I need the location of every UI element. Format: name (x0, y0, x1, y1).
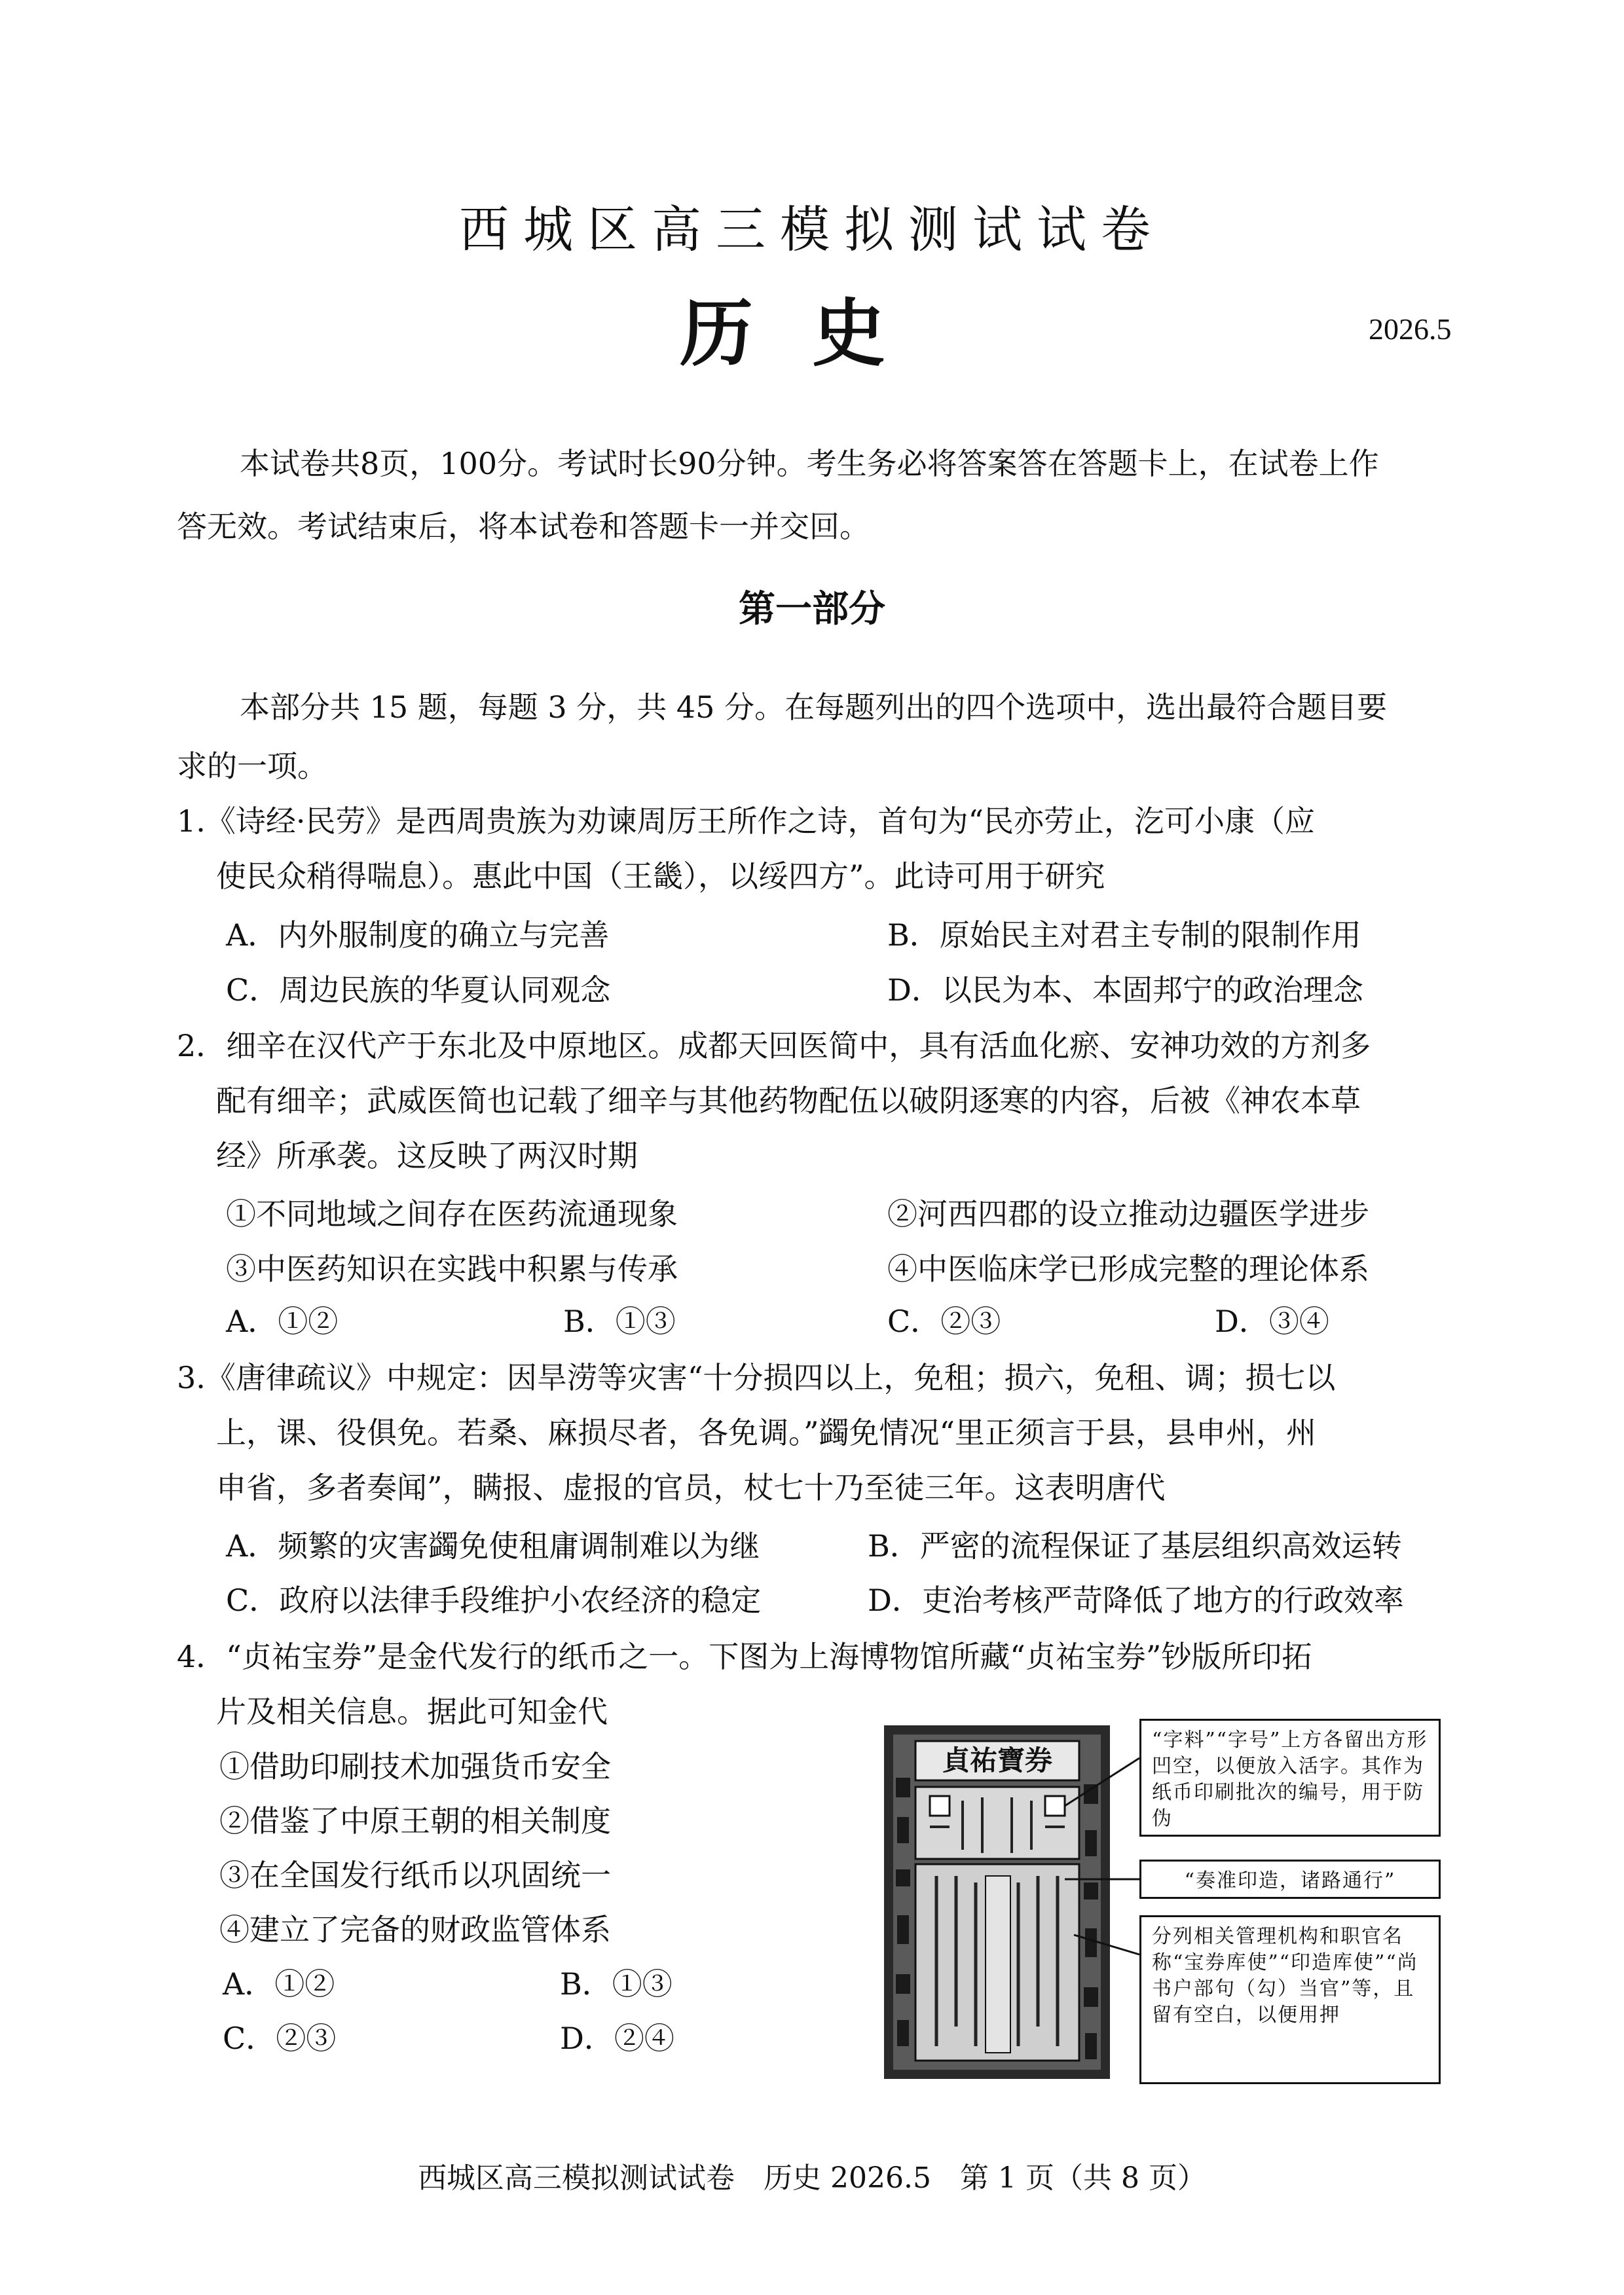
question-4-statement-4: ④建立了完备的财政监管体系 (219, 1912, 611, 1947)
blank-slot-left (930, 1796, 950, 1816)
question-2-option-c[interactable]: C．②③ (887, 1304, 1001, 1339)
question-2-stem-line-1: 2．细辛在汉代产于东北及中原地区。成都天回医简中，具有活血化瘀、安神功效的方剂多 (177, 1028, 1371, 1063)
question-1-option-c[interactable]: C．周边民族的华夏认同观念 (226, 972, 611, 1008)
question-4-option-b[interactable]: B．①③ (560, 1966, 673, 2002)
question-4-stem-line-1: 4．“贞祐宝券”是金代发行的纸币之一。下图为上海博物馆所藏“贞祐宝券”钞版所印拓 (177, 1639, 1312, 1674)
intro-line-1: 本试卷共8页，100分。考试时长90分钟。考生务必将答案答在答题卡上，在试卷上作 (240, 446, 1379, 481)
question-3-option-a[interactable]: A．频繁的灾害蠲免使租庸调制难以为继 (226, 1528, 760, 1564)
question-2-statement-4: ④中医临床学已形成完整的理论体系 (887, 1251, 1369, 1287)
question-2-option-d[interactable]: D．③④ (1215, 1304, 1329, 1339)
instructions-line-1: 本部分共 15 题，每题 3 分，共 45 分。在每题列出的四个选项中，选出最符合题目要 (240, 689, 1388, 725)
question-4-option-c[interactable]: C．②③ (223, 2021, 337, 2056)
blank-slot-right (1045, 1796, 1065, 1816)
question-3-option-c[interactable]: C．政府以法律手段维护小农经济的稳定 (226, 1583, 762, 1618)
annotation-serial-slots: “字料”“字号”上方各留出方形凹空，以便放入活字。其作为纸币印刷批次的编号，用于防伪 (1139, 1719, 1441, 1837)
question-2-stem-line-2: 配有细辛；武威医简也记载了细辛与其他药物配伍以破阴逐寒的内容，后被《神农本草 (216, 1083, 1361, 1118)
question-1-option-d[interactable]: D．以民为本、本固邦宁的政治理念 (887, 972, 1363, 1008)
question-2-statement-3: ③中医药知识在实践中积累与传承 (226, 1251, 678, 1287)
question-2-option-b[interactable]: B．①③ (563, 1304, 676, 1339)
question-2-statement-2: ②河西四郡的设立推动边疆医学进步 (887, 1196, 1369, 1232)
exam-intro (177, 432, 1447, 558)
annotation-officials: 分列相关管理机构和职官名称“宝券库使”“印造库使”“尚书户部句（勾）当官”等，且留有空白，以便用押 (1139, 1915, 1441, 2084)
page-footer: 西城区高三模拟测试试卷 历史 2026.5 第 1 页（共 8 页） (418, 2161, 1206, 2195)
annotation-issuance-phrase: “奏准印造，诸路通行” (1139, 1860, 1441, 1899)
exam-title: 西城区高三模拟测试试卷 (459, 200, 1165, 259)
question-3-stem-line-2: 上，课、役俱免。若桑、麻损尽者，各免调。”蠲免情况“里正须言于县，县申州，州 (216, 1415, 1317, 1450)
question-4-statement-2: ②借鉴了中原王朝的相关制度 (219, 1803, 611, 1839)
question-4-statement-1: ①借助印刷技术加强货币安全 (219, 1749, 611, 1784)
instructions-line-2: 求的一项。 (177, 748, 327, 784)
question-2-statement-1: ①不同地域之间存在医药流通现象 (226, 1196, 678, 1232)
part-one-title: 第一部分 (739, 587, 885, 631)
question-2-stem-line-3: 经》所承袭。这反映了两汉时期 (216, 1138, 638, 1173)
question-3-stem-line-3: 申省，多者奏闻”，瞒报、虚报的官员，杖七十乃至徒三年。这表明唐代 (216, 1470, 1166, 1505)
exam-date: 2026.5 (1369, 312, 1452, 346)
intro-line-2: 答无效。考试结束后，将本试卷和答题卡一并交回。 (177, 509, 870, 544)
question-3-option-b[interactable]: B．严密的流程保证了基层组织高效运转 (868, 1528, 1402, 1564)
question-3-stem-line-1: 3.《唐律疏议》中规定：因旱涝等灾害“十分损四以上，免租；损六，免租、调；损七以 (177, 1360, 1336, 1395)
question-3-option-d[interactable]: D．吏治考核严苛降低了地方的行政效率 (868, 1583, 1404, 1618)
question-1-option-a[interactable]: A．内外服制度的确立与完善 (226, 917, 610, 953)
question-2-option-a[interactable]: A．①② (226, 1304, 339, 1339)
question-1-stem-line-2: 使民众稍得喘息）。惠此中国（王畿），以绥四方”。此诗可用于研究 (216, 858, 1105, 894)
banknote-header-text: 貞祐寶券 (942, 1744, 1053, 1776)
subject-title: 历史 (680, 291, 944, 376)
banknote-figure (884, 1719, 1441, 2089)
question-4-option-a[interactable]: A．①② (223, 1966, 335, 2002)
question-1-stem-line-1: 1.《诗经·民劳》是西周贵族为劝谏周厉王所作之诗，首句为“民亦劳止，汔可小康（应 (177, 803, 1316, 839)
question-4-option-d[interactable]: D．②④ (560, 2021, 674, 2056)
question-1-option-b[interactable]: B．原始民主对君主专制的限制作用 (887, 917, 1361, 953)
question-4-statement-3: ③在全国发行纸币以巩固统一 (219, 1858, 611, 1893)
question-4-stem-line-2: 片及相关信息。据此可知金代 (216, 1694, 608, 1729)
part-one-instructions (177, 678, 1447, 796)
